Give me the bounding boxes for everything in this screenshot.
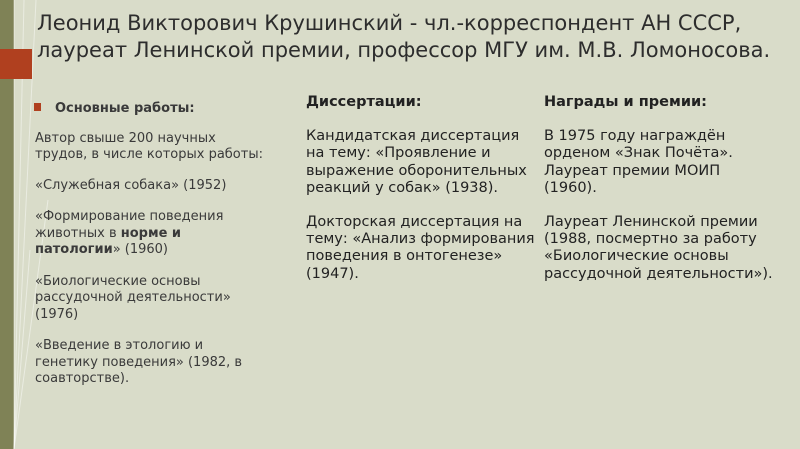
dissertations-column <box>306 94 538 283</box>
works-intro: Автор свыше 200 научных трудов, в числе которых работы: <box>35 130 263 162</box>
work-item: «Биологические основы рассудочной деятельности» (1976) <box>35 273 231 322</box>
award-moip: Лауреат премии МОИП (1960). <box>544 162 721 196</box>
page-title: Леонид Викторович Крушинский - чл.-корреспондент АН СССР, лауреат Ленинской премии, профессор МГУ им. М.В. Ломоносова. <box>37 11 771 62</box>
title-accent <box>0 49 32 79</box>
awards-column <box>544 94 774 283</box>
work-item-text: » (1960) <box>112 242 169 257</box>
awards-heading: Награды и премии: <box>544 94 707 110</box>
work-item: «Служебная собака» (1952) <box>35 177 227 193</box>
award-order: В 1975 году награждён орденом «Знак Почёта». <box>544 128 733 162</box>
work-item <box>35 209 270 259</box>
candidate-dissertation: Кандидатская диссертация на тему: «Проявление и выражение оборонительных реакций у собак» (1938). <box>306 128 527 196</box>
award-lenin: Лауреат Ленинской премии (1988, посмертно за работу «Биологические основы рассудочной деятельности»). <box>544 214 773 282</box>
work-item-text: «Формирование поведения животных в <box>35 209 224 241</box>
works-column <box>35 101 270 403</box>
dissertations-heading: Диссертации: <box>306 94 422 110</box>
doctoral-dissertation: Докторская диссертация на тему: «Анализ формирования поведения в онтогенезе» (1947). <box>306 214 535 282</box>
works-heading: Основные работы: <box>55 101 195 116</box>
work-item: «Введение в этологию и генетику поведения» (1982, в соавторстве). <box>35 338 243 386</box>
work-item-bold: норме и патологии <box>35 225 182 257</box>
